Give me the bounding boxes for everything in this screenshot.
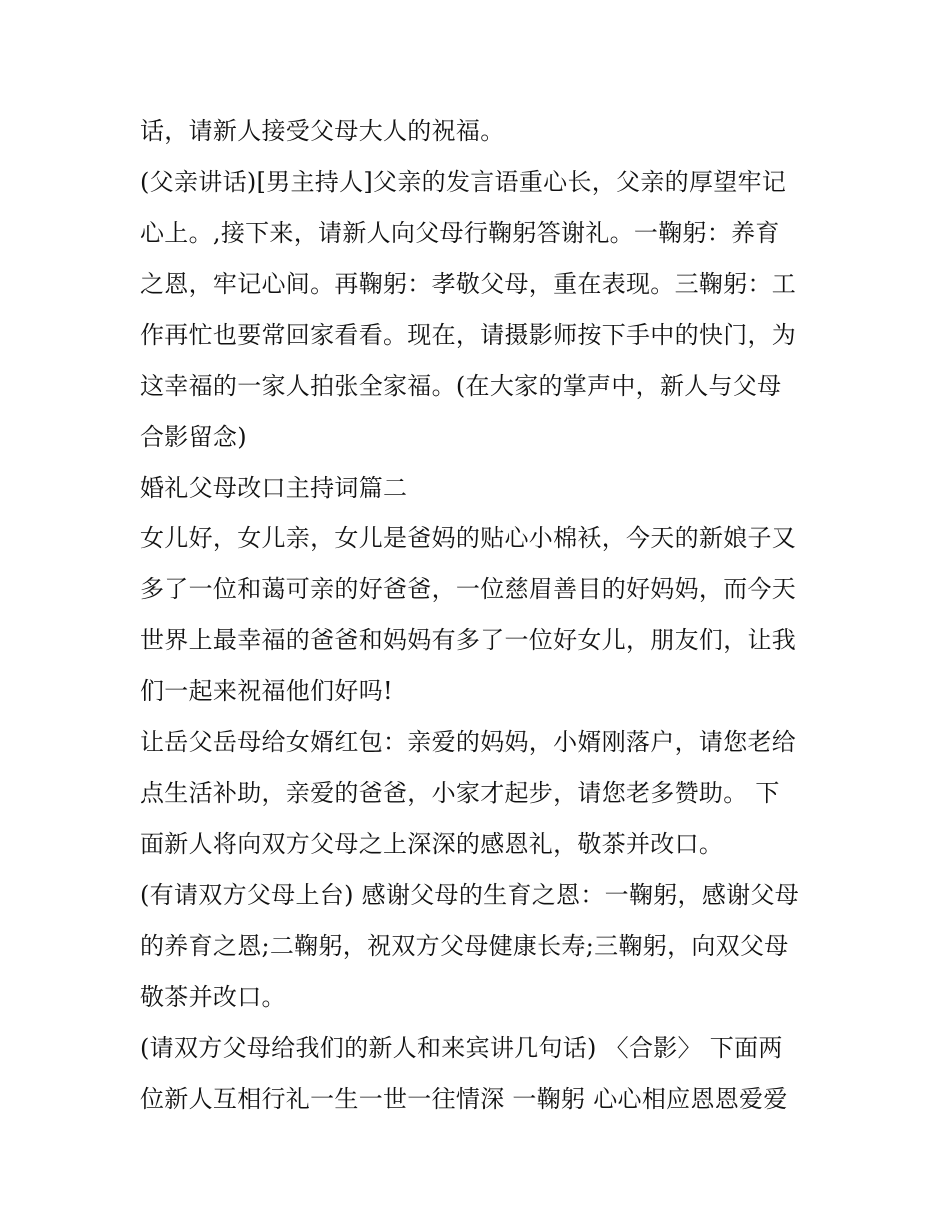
text-line: 位新人互相行礼一生一世一往情深 一鞠躬 心心相应恩恩爱爱 [140,1085,788,1113]
text-line: (请双方父母给我们的新人和来宾讲几句话) 〈合影〉 下面两 [140,1034,783,1062]
document-body [140,106,820,1125]
text-line: 心上。,接下来，请新人向父母行鞠躬答谢礼。一鞠躬：养育 [140,219,780,247]
text-line: (父亲讲话)[男主持人]父亲的发言语重心长，父亲的厚望牢记 [140,168,787,196]
text-line: 们一起来祝福他们好吗! [140,677,393,705]
text-line: 作再忙也要常回家看看。现在，请摄影师按下手中的快门，为 [140,321,797,349]
text-line: 女儿好，女儿亲，女儿是爸妈的贴心小棉袄，今天的新娘子又 [140,524,797,552]
text-line: 点生活补助，亲爱的爸爸，小家才起步，请您老多赞助。 下 [140,779,780,807]
text-line: 面新人将向双方父母之上深深的感恩礼，敬茶并改口。 [140,830,724,858]
text-line: 多了一位和蔼可亲的好爸爸，一位慈眉善目的好妈妈，而今天 [140,575,797,603]
text-line: 的养育之恩;二鞠躬，祝双方父母健康长寿;三鞠躬，向双父母 [140,932,789,960]
text-line: 之恩，牢记心间。再鞠躬：孝敬父母，重在表现。三鞠躬：工 [140,270,797,298]
text-line: 敬茶并改口。 [140,983,286,1011]
text-line: 话，请新人接受父母大人的祝福。 [140,117,505,145]
section-heading: 婚礼父母改口主持词篇二 [140,474,408,502]
text-line: (有请双方父母上台) 感谢父母的生育之恩：一鞠躬，感谢父母 [140,881,800,909]
text-line: 这幸福的一家人拍张全家福。(在大家的掌声中，新人与父母 [140,372,782,400]
text-line: 合影留念) [140,423,247,451]
text-line: 世界上最幸福的爸爸和妈妈有多了一位好女儿，朋友们，让我 [140,626,797,654]
text-line: 让岳父岳母给女婿红包：亲爱的妈妈，小婿刚落户，请您老给 [140,728,797,756]
